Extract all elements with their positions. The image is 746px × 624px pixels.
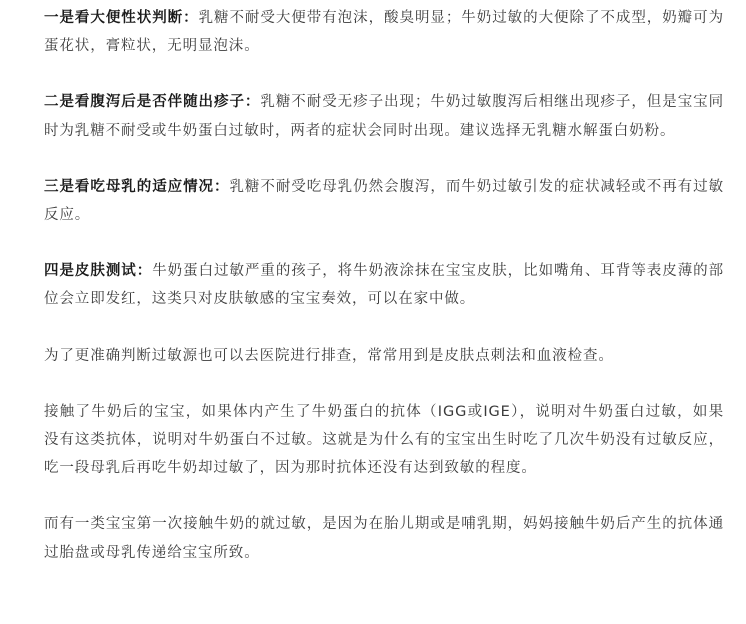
paragraph-lead: 三是看吃母乳的适应情况： [44,178,230,195]
paragraph-first-contact [44,510,724,566]
article-body [44,4,724,567]
paragraph-stool-check [44,4,724,60]
paragraph-lead: 四是皮肤测试： [44,263,153,280]
paragraph-text: 乳糖不耐受无疹子出现；牛奶过敏腹泻后相继出现疹子，但是宝宝同时为乳糖不耐受或牛奶蛋白过敏时，两者的症状会同时出现。建议选择无乳糖水解蛋白奶粉。 [44,94,725,139]
paragraph-lead: 一是看大便性状判断： [44,10,199,26]
paragraph-text: 而有一类宝宝第一次接触牛奶的就过敏，是因为在胎儿期或是哺乳期，妈妈接触牛奶后产生的抗体通过胎盘或母乳传递给宝宝所致。 [44,516,724,561]
paragraph-skin-test [44,257,724,313]
paragraph-antibody-explanation [44,398,724,483]
paragraph-text: 接触了牛奶后的宝宝，如果体内产生了牛奶蛋白的抗体（IGG或IGE），说明对牛奶蛋白过敏，如果没有这类抗体，说明对牛奶蛋白不过敏。这就是为什么有的宝宝出生时吃了几次牛奶没有过敏反应，吃一段母乳后再吃牛奶却过敏了，因为那时抗体还没有达到致敏的程度。 [44,403,724,477]
paragraph-text: 牛奶蛋白过敏严重的孩子，将牛奶液涂抹在宝宝皮肤，比如嘴角、耳背等表皮薄的部位会立即发红，这类只对皮肤敏感的宝宝奏效，可以在家中做。 [44,263,725,308]
paragraph-hospital-test [44,342,724,370]
paragraph-text: 为了更准确判断过敏源也可以去医院进行排查，常常用到是皮肤点刺法和血液检查。 [44,347,614,364]
paragraph-lead: 二是看腹泻后是否伴随出疹子： [44,94,261,111]
paragraph-text: 乳糖不耐受大便带有泡沫，酸臭明显；牛奶过敏的大便除了不成型，奶瓣可为蛋花状，膏粒状，无明显泡沫。 [44,10,724,55]
paragraph-text: 乳糖不耐受吃母乳仍然会腹泻，而牛奶过敏引发的症状减轻或不再有过敏反应。 [44,178,724,224]
paragraph-rash-check [44,88,724,144]
paragraph-breastmilk-check [44,173,724,229]
